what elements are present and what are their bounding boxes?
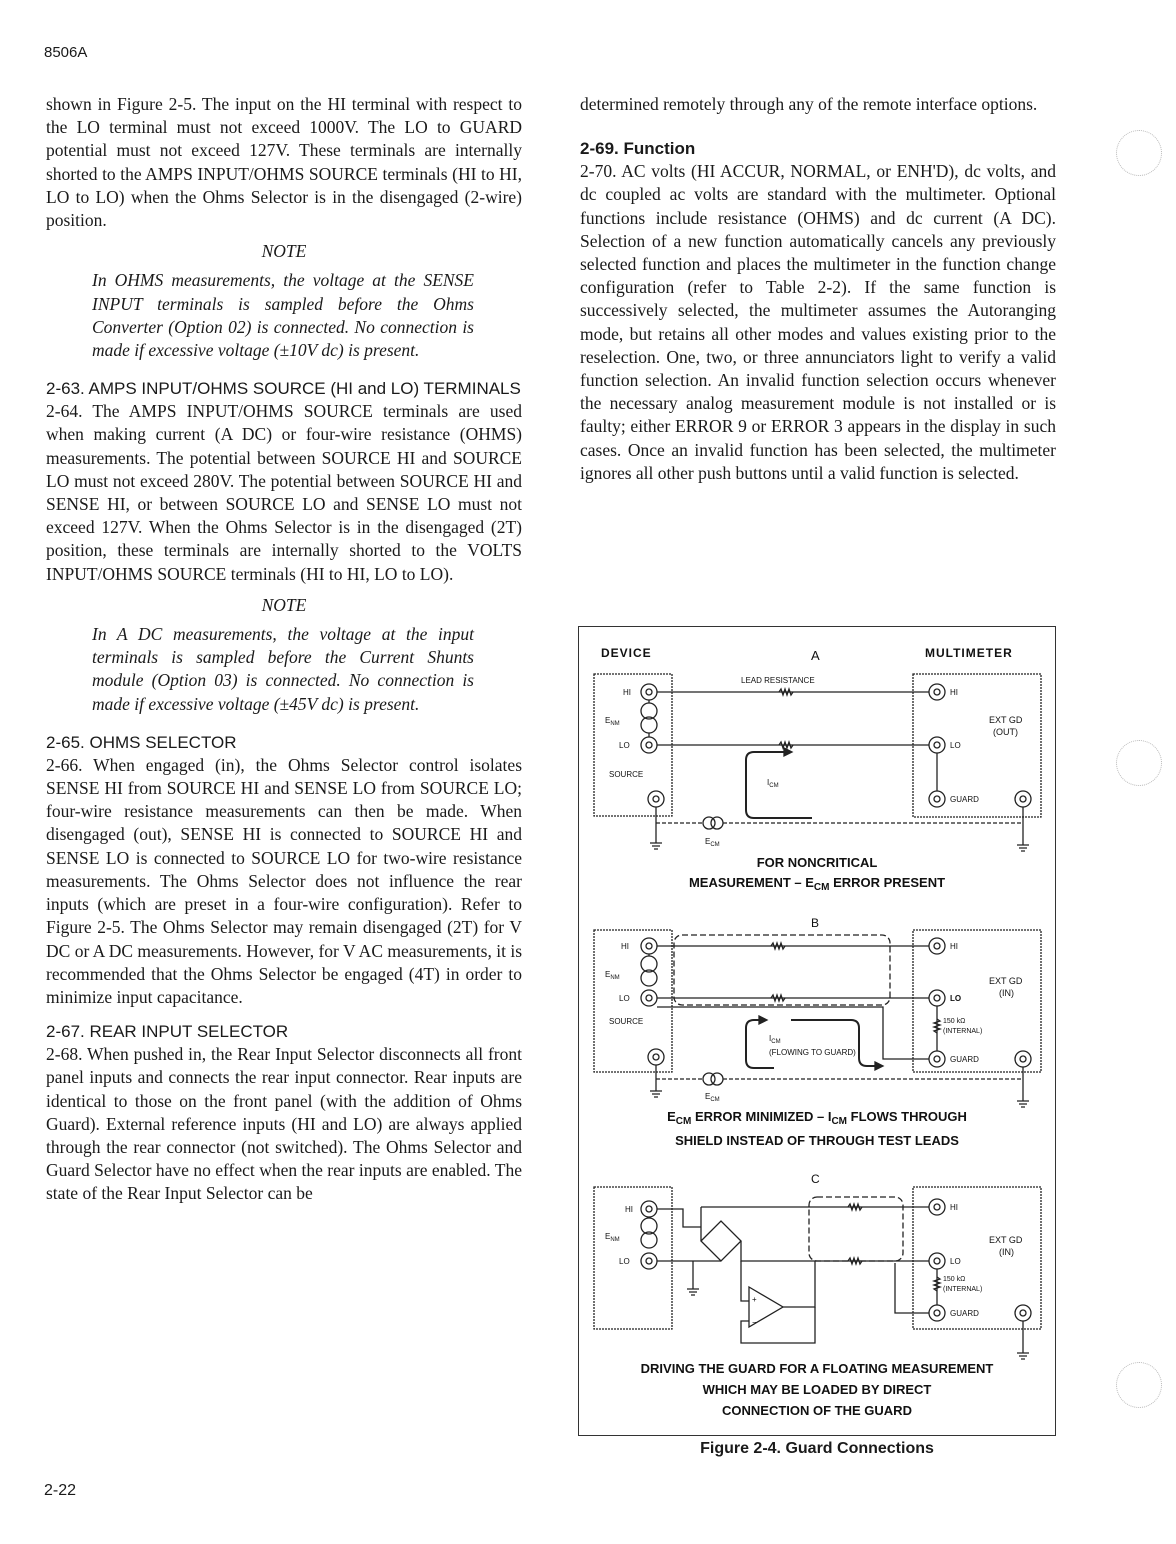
panel-b-diagram [594, 916, 1041, 1148]
svg-text:LO: LO [619, 1257, 630, 1266]
svg-text:−: − [752, 1318, 757, 1327]
paragraph-2-66: 2-66. When engaged (in), the Ohms Selector control isolates SENSE HI from SOURCE HI and SENSE LO from SOURCE LO; four-wire resistance measurements can then be made. When disengaged (out), SENSE HI is connected to SOURCE HI and SENSE LO is connected to SOURCE LO for two-wire resistance measurements. The Ohms Selector does not influence the rear inputs (which are preset in a four-wire configuration). Refer to Figure 2-5. The Ohms Selector may remain disengaged (2T) for V DC or A DC measurements. However, for V AC measurements, it is recommended that the Ohms Selector be engaged (4T) in order to minimize input capacitance. [46, 754, 522, 1007]
figure-guard-connections [578, 626, 1056, 1436]
binder-hole-mark [1116, 740, 1162, 786]
note-ohms: In OHMS measurements, the voltage at the SENSE INPUT terminals is sampled before the Ohms Converter (Option 02) is connected. No connection is made if excessive voltage (±10V dc) is present. [92, 270, 474, 361]
note-heading: NOTE [261, 241, 307, 262]
section-heading-2-69: 2-69. Function [580, 139, 696, 159]
panel-c-diagram [594, 1172, 1041, 1418]
svg-text:HI: HI [623, 688, 631, 697]
svg-text:LO: LO [950, 1257, 961, 1266]
svg-text:ENM: $E_{NM}$ [605, 970, 620, 981]
svg-text:DRIVING THE GUARD FOR A FLOATI: DRIVING THE GUARD FOR A FLOATING MEASUREMENT [640, 1361, 994, 1376]
note-heading: NOTE [261, 594, 307, 615]
svg-text:C: C [811, 1172, 820, 1186]
svg-text:GUARD: GUARD [950, 795, 979, 804]
svg-text:HI: HI [950, 1203, 958, 1212]
svg-text:HI: HI [621, 942, 629, 951]
svg-text:LO: LO [950, 741, 961, 750]
svg-text:EXT GD: EXT GD [989, 715, 1023, 725]
svg-text:(IN): (IN) [999, 988, 1014, 998]
svg-text:CONNECTION OF THE GUARD: CONNECTION OF THE GUARD [722, 1403, 912, 1418]
multimeter-label: MULTIMETER [925, 646, 1013, 660]
binder-hole-mark [1116, 130, 1162, 176]
svg-text:GUARD: GUARD [950, 1309, 979, 1318]
svg-text:SOURCE: SOURCE [609, 1017, 644, 1026]
panel-a-letter: A [811, 648, 820, 663]
svg-text:GUARD: GUARD [950, 1055, 979, 1064]
svg-text:(OUT): (OUT) [993, 727, 1018, 737]
left-column [46, 93, 522, 1206]
svg-text:WHICH MAY BE LOADED BY DIRECT: WHICH MAY BE LOADED BY DIRECT [702, 1382, 932, 1397]
svg-text:LO: LO [619, 994, 630, 1003]
page-number: 2-22 [44, 1482, 77, 1499]
figure-caption: Figure 2-4. Guard Connections [700, 1440, 934, 1457]
svg-text:LO: LO [619, 741, 630, 750]
svg-text:ECM ERROR MINIMIZED – ICM FLOW: $E_{CM}$ ERROR MINIMIZED – $I_{CM}$ FLOWS THROUGH [667, 1109, 967, 1127]
svg-text:B: B [811, 916, 820, 930]
svg-text:(INTERNAL): (INTERNAL) [943, 1286, 983, 1293]
section-heading-2-63: 2-63. AMPS INPUT/OHMS SOURCE (HI and LO) TERMINALS [46, 379, 521, 399]
svg-text:150 kΩ: 150 kΩ [943, 1276, 966, 1283]
svg-text:ECM: $E_{CM}$ [705, 837, 720, 848]
svg-text:LO: LO [950, 994, 962, 1003]
svg-text:SOURCE: SOURCE [609, 770, 644, 779]
paragraph-2-70: 2-70. AC volts (HI ACCUR, NORMAL, or ENH'D), dc volts, and dc coupled ac volts are standard with the multimeter. Optional functions include resistance (OHMS) and dc current (A DC). Selection of a new function automatically cancels any previously selected function and places the multimeter in the function change configuration (refer to Table 2-2). If the same function is successively selected, the multimeter assumes the Autoranging mode, but retains all other modes and values existing prior to the reselection. One, two, or three annunciators light to verify a valid function selection. An invalid function selection occurs whenever the necessary analog measurement module is not installed or is faulty; either ERROR 9 or ERROR 3 appears in the display in such cases. Once an invalid function has been selected, the multimeter ignores all other push buttons until a valid function is selected. [580, 161, 1056, 483]
section-heading-2-67: 2-67. REAR INPUT SELECTOR [46, 1022, 289, 1042]
right-column [580, 93, 1056, 485]
svg-text:HI: HI [625, 1205, 633, 1214]
panel-a-diagram [594, 646, 1041, 893]
svg-text:EXT GD: EXT GD [989, 976, 1023, 986]
svg-text:HI: HI [950, 942, 958, 951]
svg-text:ICM: $I_{CM}$ [767, 778, 779, 789]
svg-text:HI: HI [950, 688, 958, 697]
svg-text:150 kΩ: 150 kΩ [943, 1018, 966, 1025]
panel-a-caption: FOR NONCRITICAL [756, 855, 878, 870]
binder-hole-mark [1116, 1362, 1162, 1408]
svg-text:ECM: $E_{CM}$ [705, 1092, 720, 1103]
svg-text:LEAD RESISTANCE: LEAD RESISTANCE [741, 676, 815, 685]
paragraph-2-64: 2-64. The AMPS INPUT/OHMS SOURCE terminals are used when making current (A DC) or four-wire resistance (OHMS) measurements. The potential between SOURCE HI and SOURCE LO must not exceed 280V. The potential between SOURCE HI and SENSE HI, or between SOURCE LO and SENSE LO must not exceed 127V. When the Ohms Selector is in the disengaged (2T) position, these terminals are internally shorted to the VOLTS INPUT/OHMS SOURCE terminals (HI to HI, LO to LO). [46, 401, 522, 584]
document-id: 8506A [44, 44, 88, 61]
device-label: DEVICE [601, 646, 652, 660]
continued-paragraph: determined remotely through any of the remote interface options. [580, 94, 1038, 114]
svg-text:ENM: $E_{NM}$ [605, 1232, 620, 1243]
svg-text:SHIELD INSTEAD OF THROUGH TEST: SHIELD INSTEAD OF THROUGH TEST LEADS [675, 1133, 959, 1148]
svg-text:(INTERNAL): (INTERNAL) [943, 1028, 983, 1035]
svg-text:(IN): (IN) [999, 1247, 1014, 1257]
svg-text:ICM: $I_{CM}$ [769, 1034, 781, 1045]
svg-text:MEASUREMENT – ECM ERROR PRESEN: MEASUREMENT – $E_{CM}$ ERROR PRESENT [688, 875, 946, 893]
note-adc: In A DC measurements, the voltage at the input terminals is sampled before the Current Shunts module (Option 03) is connected. No connection is made if excessive voltage (±45V dc) is present. [92, 624, 474, 714]
svg-text:ENM: $E_{NM}$ [605, 716, 620, 727]
svg-text:(FLOWING TO GUARD): (FLOWING TO GUARD) [769, 1048, 856, 1057]
paragraph-2-68: 2-68. When pushed in, the Rear Input Selector disconnects all front panel inputs and connects the rear input connector. Rear inputs are identical to those on the front panel (with the addition of Ohms Guard). External reference inputs (HI and LO) are always applied through the rear connector (not switched). The Ohms Selector and Guard Selector have no effect when the rear inputs are enabled. The state of the Rear Input Selector can be [46, 1044, 522, 1204]
intro-paragraph: shown in Figure 2-5. The input on the HI terminal with respect to the LO terminal must not exceed 1000V. The LO to GUARD potential must not exceed 127V. These terminals are internally shorted to the AMPS INPUT/OHMS SOURCE terminals (HI to HI, LO to LO) when the Ohms Selector is in the disengaged (2-wire) position. [46, 94, 522, 231]
svg-text:EXT GD: EXT GD [989, 1235, 1023, 1245]
section-heading-2-65: 2-65. OHMS SELECTOR [46, 732, 237, 752]
svg-text:+: + [752, 1295, 757, 1304]
